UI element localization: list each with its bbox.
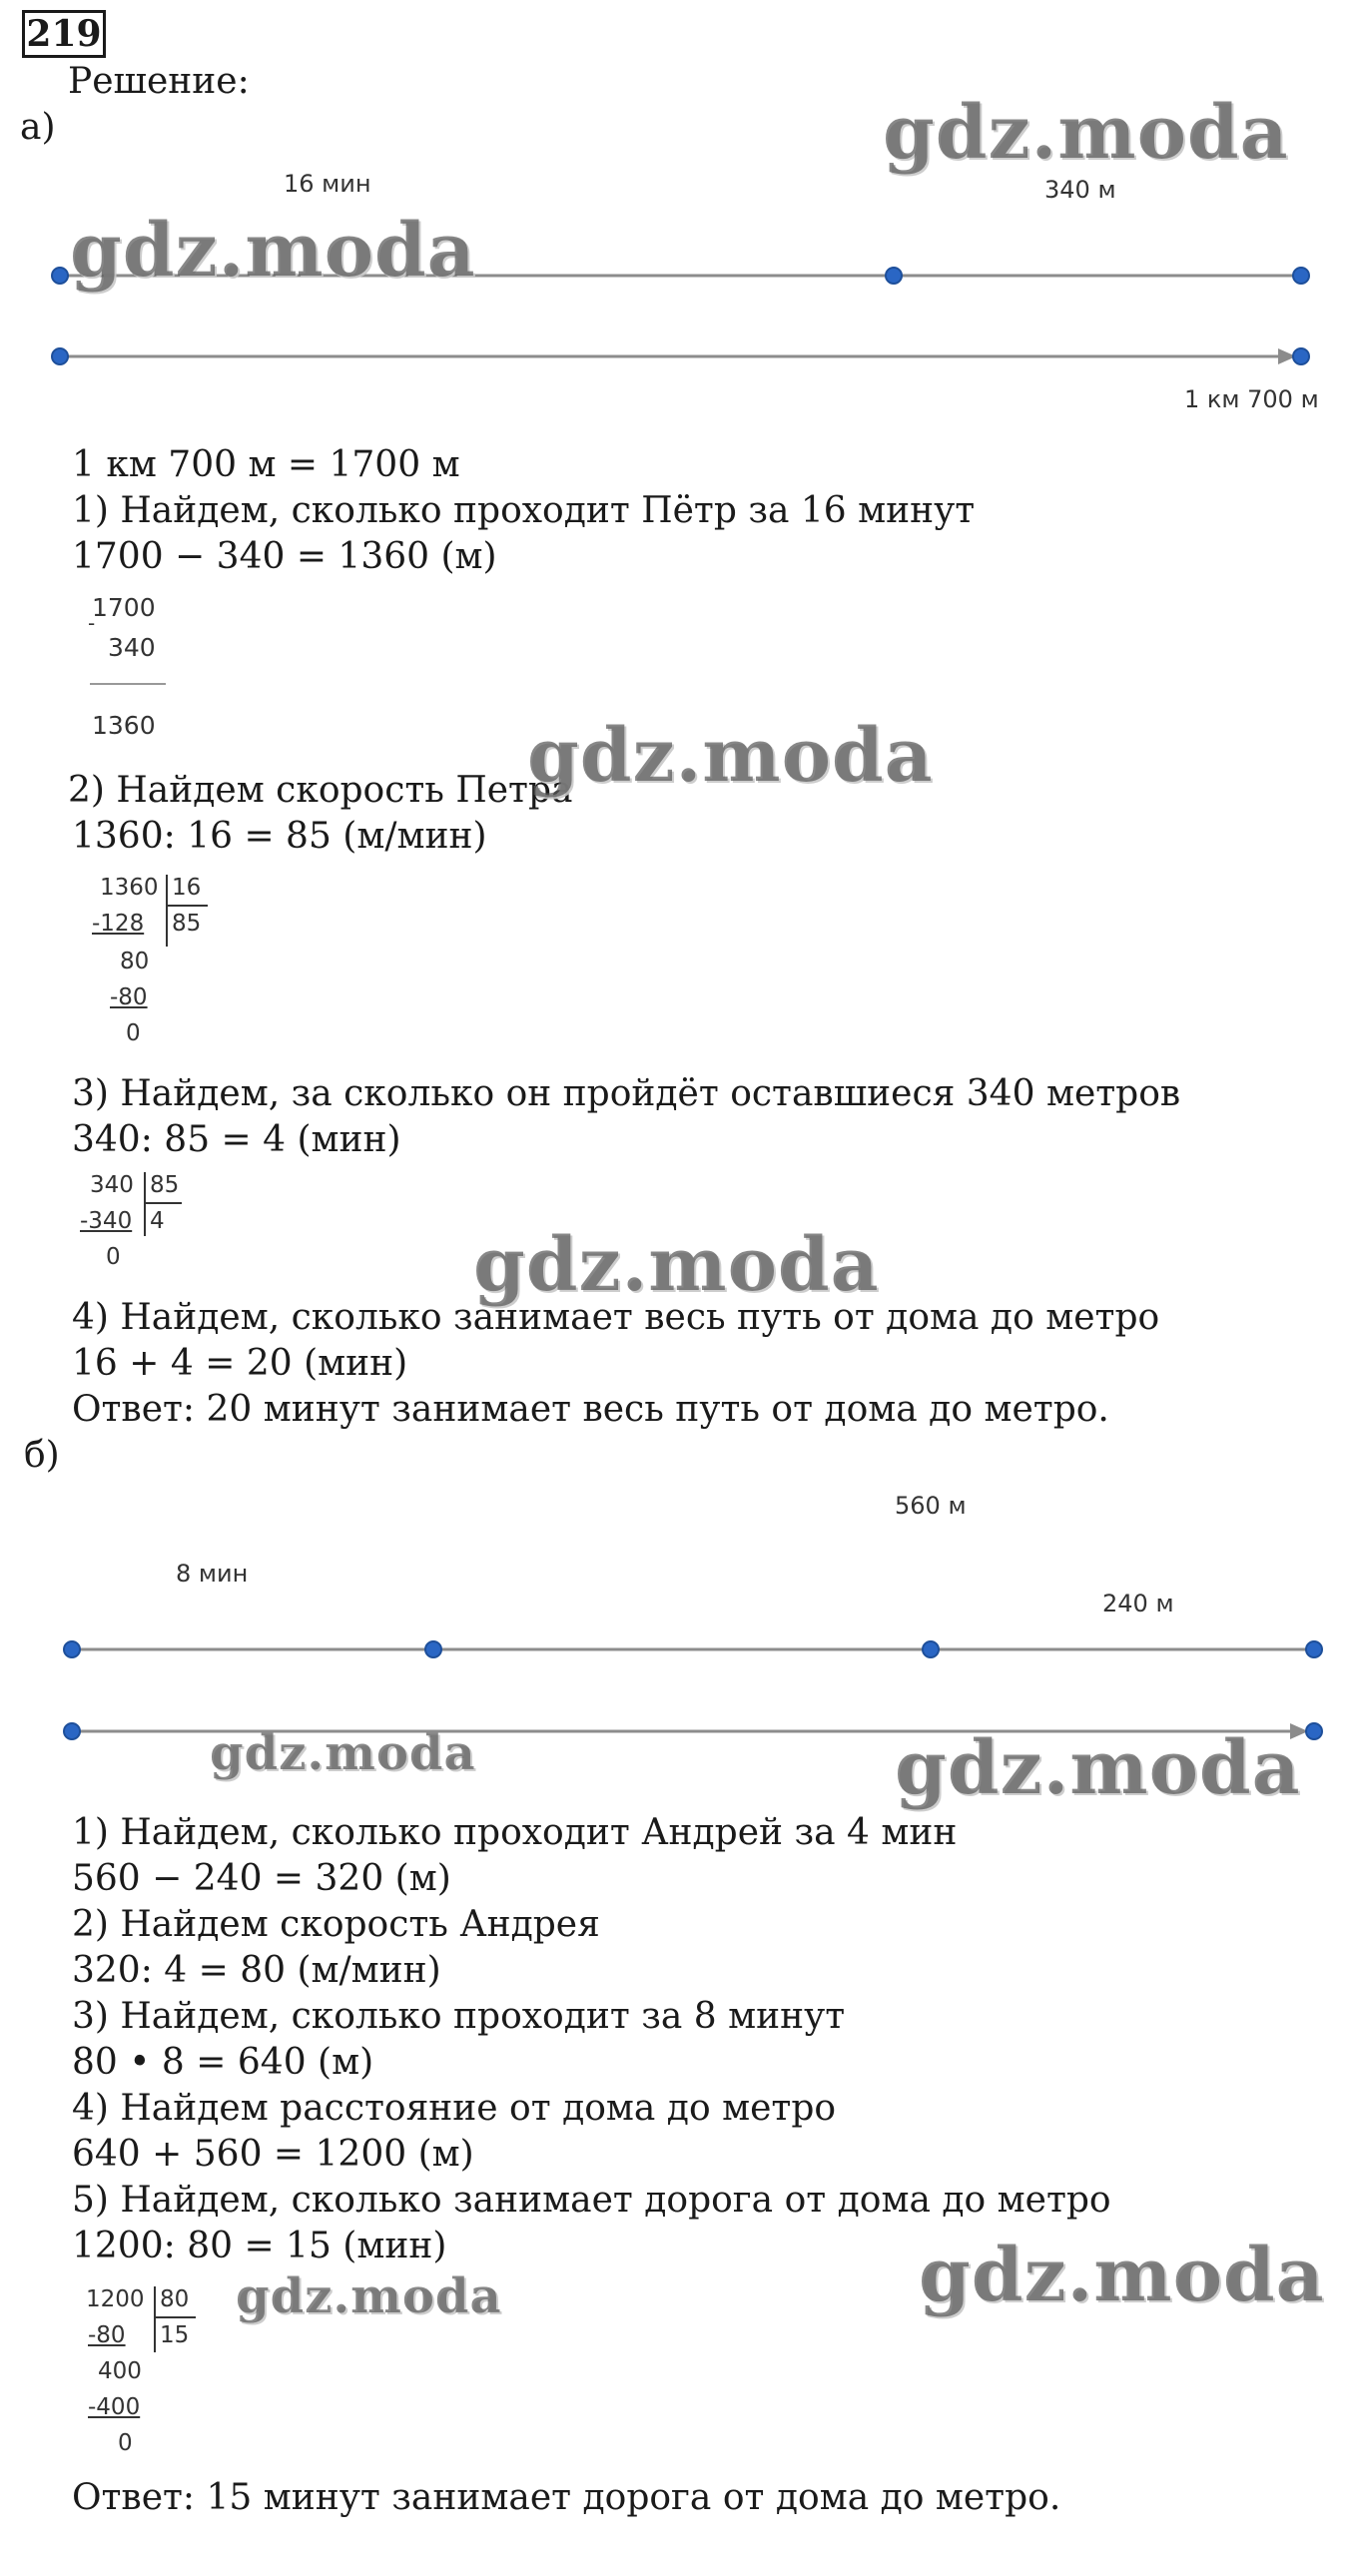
diagram-b-label-dist: 560 м [895, 1492, 967, 1520]
div1-divisor: 16 [172, 875, 202, 901]
part-a-answer: Ответ: 20 минут занимает весь путь от дома до метро. [72, 1389, 1109, 1430]
div2-divisor: 85 [150, 1172, 180, 1198]
diagram-a-label-time: 16 мин [284, 170, 371, 198]
part-a-line-8: 4) Найдем, сколько занимает весь путь от дома до метро [72, 1297, 1160, 1338]
div2-quotient-rule [146, 1202, 182, 1204]
div2-rem1: 0 [106, 1244, 121, 1270]
diagram-b-point-start [64, 1641, 80, 1657]
div2-vline [144, 1172, 146, 1236]
div1-dividend: 1360 [100, 875, 159, 901]
part-b-line-1: 1) Найдем, сколько проходит Андрей за 4 мин [72, 1812, 958, 1853]
watermark: gdz.moda [919, 2233, 1325, 2318]
watermark: gdz.moda [70, 208, 476, 294]
part-a-line-3: 1700 − 340 = 1360 (м) [72, 536, 497, 577]
diagram-b-label-time: 8 мин [176, 1560, 249, 1588]
diagram-a-point-start [52, 268, 68, 284]
div3-divisor: 80 [160, 2286, 190, 2312]
watermark: gdz.moda [473, 1222, 880, 1308]
div1-vline [166, 875, 168, 947]
div3-quotient: 15 [160, 2322, 190, 2348]
solution-label: Решение: [68, 61, 250, 102]
part-b-line-6: 80 • 8 = 640 (м) [72, 2042, 374, 2083]
sub-rule [90, 683, 166, 685]
div1-quotient: 85 [172, 911, 202, 937]
div3-dividend: 1200 [86, 2286, 145, 2312]
watermark: gdz.moda [883, 90, 1289, 176]
part-b-line-10: 1200: 80 = 15 (мин) [72, 2226, 447, 2266]
div3-quotient-rule [156, 2316, 196, 2318]
part-b-line-9: 5) Найдем, сколько занимает дорога от дома до метро [72, 2180, 1111, 2221]
diagram-b-label-rest: 240 м [1102, 1590, 1174, 1617]
div1-step1: -128 [92, 911, 145, 937]
div1-rem1: 80 [120, 949, 150, 974]
diagram-a-label-rest: 340 м [1044, 176, 1116, 204]
div3-vline [154, 2286, 156, 2352]
part-b-line-5: 3) Найдем, сколько проходит за 8 минут [72, 1996, 846, 2037]
div2-dividend: 340 [90, 1172, 134, 1198]
part-b-label: б) [24, 1435, 60, 1476]
diagram-b-point-2 [923, 1641, 939, 1657]
sub-sign: - [88, 611, 96, 635]
diagram-a-label-total: 1 км 700 м [1184, 385, 1319, 413]
part-b-line-4: 320: 4 = 80 (м/мин) [72, 1950, 441, 1991]
diagram-a-point-end [1293, 268, 1309, 284]
part-b-answer: Ответ: 15 минут занимает дорога от дома до метро. [72, 2477, 1061, 2518]
sub-subtrahend: 340 [108, 633, 156, 662]
part-b-line-2: 560 − 240 = 320 (м) [72, 1858, 451, 1899]
div2-step1: -340 [80, 1208, 133, 1234]
diagram-b-point-1 [425, 1641, 441, 1657]
sub-result: 1360 [92, 711, 156, 740]
sub-minuend: 1700 [92, 593, 156, 622]
diagram-a-bottom-start [52, 348, 68, 364]
diagram-b-point-end [1306, 1641, 1322, 1657]
div1-rem2: 0 [126, 1020, 141, 1046]
part-a-line-7: 340: 85 = 4 (мин) [72, 1119, 401, 1160]
part-a-line-4: 2) Найдем скорость Петра [68, 770, 573, 811]
part-b-line-7: 4) Найдем расстояние от дома до метро [72, 2088, 837, 2129]
task-number: 219 [22, 10, 106, 58]
part-a-label: а) [20, 107, 56, 148]
diagram-b-bottom-start [64, 1723, 80, 1739]
part-a-line-1: 1 км 700 м = 1700 м [72, 444, 460, 485]
part-a-line-2: 1) Найдем, сколько проходит Пётр за 16 минут [72, 490, 976, 531]
part-a-line-9: 16 + 4 = 20 (мин) [72, 1343, 408, 1384]
diagram-a-point-mid [886, 268, 902, 284]
watermark: gdz.moda [527, 713, 934, 799]
div1-step2: -80 [110, 984, 148, 1010]
diagram-a-bottom-end [1293, 348, 1309, 364]
part-b-line-8: 640 + 560 = 1200 (м) [72, 2134, 474, 2175]
div3-step2: -400 [88, 2394, 141, 2420]
div3-rem1: 400 [98, 2358, 142, 2384]
div2-quotient: 4 [150, 1208, 165, 1234]
div1-quotient-rule [168, 905, 208, 907]
part-a-line-5: 1360: 16 = 85 (м/мин) [72, 816, 487, 857]
diagram-b-bottom-end [1306, 1723, 1322, 1739]
part-a-line-6: 3) Найдем, за сколько он пройдёт оставшиеся 340 метров [72, 1073, 1181, 1114]
watermark: gdz.moda [210, 1725, 476, 1781]
watermark: gdz.moda [895, 1725, 1301, 1811]
part-b-line-3: 2) Найдем скорость Андрея [72, 1904, 600, 1945]
div3-rem2: 0 [118, 2430, 133, 2456]
div3-step1: -80 [88, 2322, 126, 2348]
watermark: gdz.moda [236, 2268, 502, 2324]
